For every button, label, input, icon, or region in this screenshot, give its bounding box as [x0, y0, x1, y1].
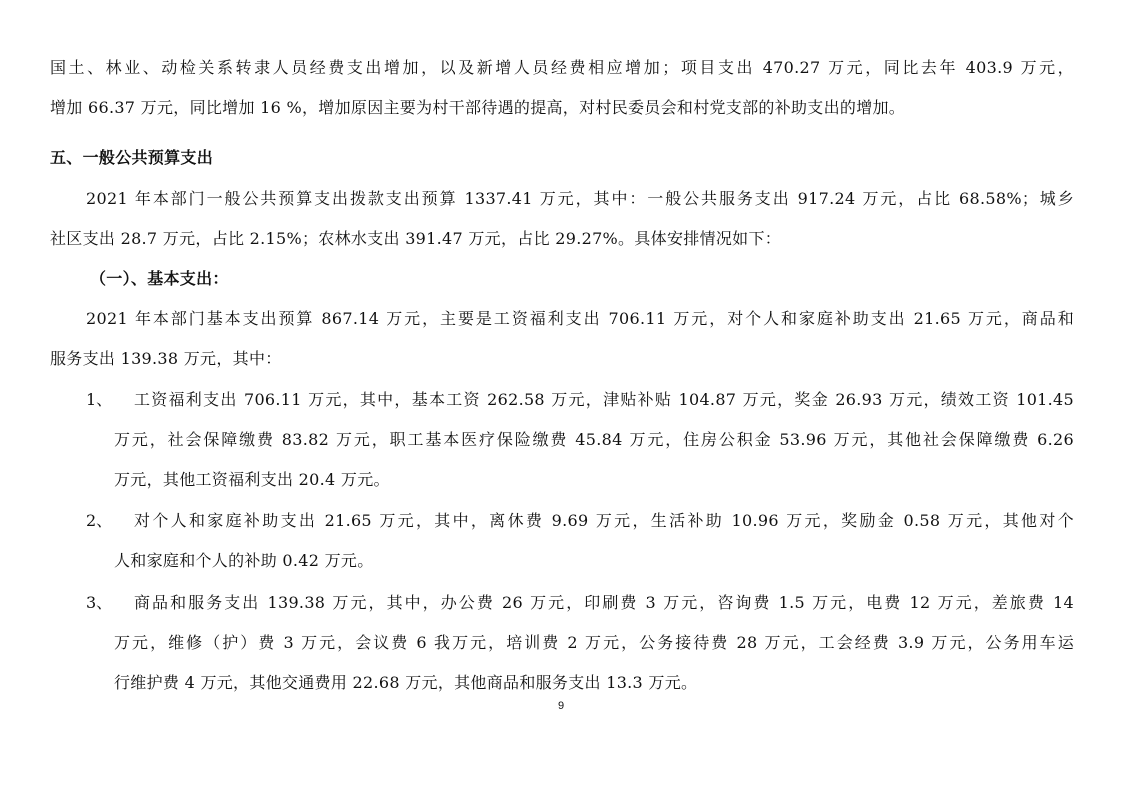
list-item-number: 1、 [86, 390, 113, 409]
list-item-number: 3、 [86, 593, 113, 612]
section-heading: 五、一般公共预算支出 [50, 148, 214, 167]
list-item-number: 2、 [86, 511, 113, 530]
list-item-3-line-1: 商品和服务支出 139.38 万元，其中，办公费 26 万元，印刷费 3 万元，咨询费 1.5 万元，电费 12 万元，差旅费 14 [134, 593, 1074, 612]
list-item-1-line-3: 万元，其他工资福利支出 20.4 万元。 [114, 470, 390, 489]
list-item-1-line-2: 万元，社会保障缴费 83.82 万元，职工基本医疗保险缴费 45.84 万元，住房公积金 53.96 万元，其他社会保障缴费 6.26 [114, 430, 1074, 449]
list-item-1-line-1: 工资福利支出 706.11 万元，其中，基本工资 262.58 万元，津贴补贴 104.87 万元，奖金 26.93 万元，绩效工资 101.45 [134, 390, 1074, 409]
section-paragraph-line-2: 社区支出 28.7 万元，占比 2.15%；农林水支出 391.47 万元，占比 29.27%。具体安排情况如下： [50, 229, 782, 248]
page-number: 9 [557, 700, 565, 712]
intro-line-1: 国土、林业、动检关系转隶人员经费支出增加，以及新增人员经费相应增加；项目支出 470.27 万元，同比去年 403.9 万元， [50, 58, 1074, 77]
intro-line-2: 增加 66.37 万元，同比增加 16 %，增加原因主要为村干部待遇的提高，对村民委员会和村党支部的补助支出的增加。 [50, 98, 906, 117]
list-item-2-line-1: 对个人和家庭补助支出 21.65 万元，其中，离休费 9.69 万元，生活补助 10.96 万元，奖励金 0.58 万元，其他对个 [134, 511, 1074, 530]
list-item-3-line-3: 行维护费 4 万元，其他交通费用 22.68 万元，其他商品和服务支出 13.3 万元。 [114, 673, 698, 692]
list-item-2-line-2: 人和家庭和个人的补助 0.42 万元。 [114, 551, 374, 570]
subsection-heading: （一）、基本支出： [90, 269, 229, 288]
subsection-paragraph-line-1: 2021 年本部门基本支出预算 867.14 万元，主要是工资福利支出 706.11 万元，对个人和家庭补助支出 21.65 万元，商品和 [86, 309, 1074, 328]
list-item-3-line-2: 万元，维修（护）费 3 万元，会议费 6 我万元，培训费 2 万元，公务接待费 28 万元，工会经费 3.9 万元，公务用车运 [114, 633, 1074, 652]
section-paragraph-line-1: 2021 年本部门一般公共预算支出拨款支出预算 1337.41 万元，其中：一般公共服务支出 917.24 万元，占比 68.58%；城乡 [86, 189, 1074, 208]
subsection-paragraph-line-2: 服务支出 139.38 万元，其中： [50, 349, 282, 368]
